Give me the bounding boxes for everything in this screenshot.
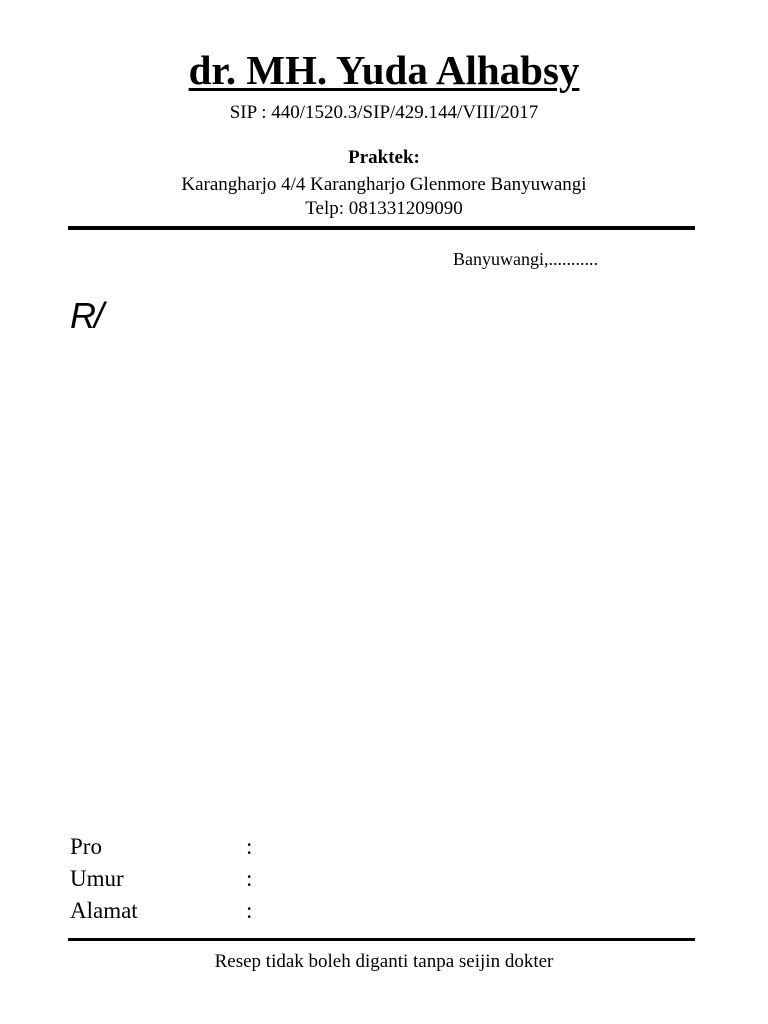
patient-row-alamat [70,899,470,925]
patient-row-umur [70,867,470,893]
patient-colon-pro: : [246,834,253,859]
footer-divider [68,938,695,941]
header-divider [68,226,695,230]
practice-address: Karangharjo 4/4 Karangharjo Glenmore Banyuwangi [181,174,587,195]
patient-label-alamat: Alamat [70,898,138,923]
patient-row-pro [70,835,470,861]
praktek-label: Praktek: [348,147,420,168]
rx-symbol: R/ [70,295,102,336]
doctor-name-text: dr. MH. Yuda Alhabsy [188,47,580,93]
patient-label-pro: Pro [70,834,102,859]
sip-number: SIP : 440/1520.3/SIP/429.144/VIII/2017 [229,102,539,123]
practice-phone: Telp: 081331209090 [305,198,463,219]
patient-colon-alamat: : [246,898,253,923]
footer-note: Resep tidak boleh diganti tanpa seijin dokter [214,951,554,972]
place-date: Banyuwangi,........... [453,249,598,269]
doctor-name [0,47,768,93]
patient-label-umur: Umur [70,866,124,891]
patient-colon-umur: : [246,866,253,891]
